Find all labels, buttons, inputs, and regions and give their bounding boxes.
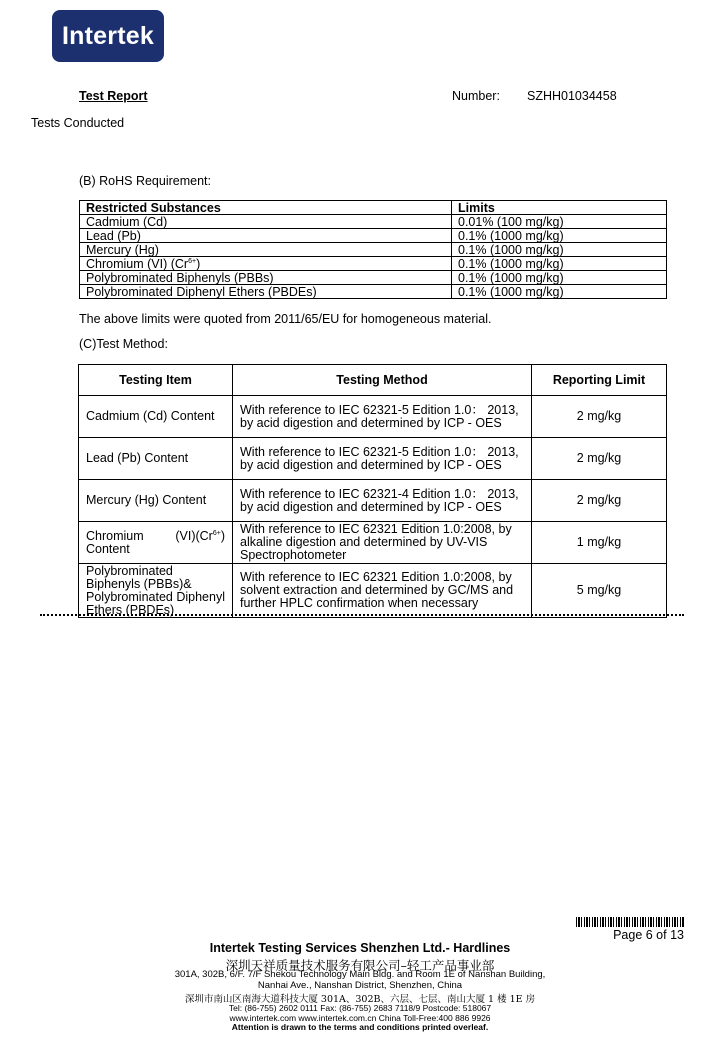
limit-cell: 0.1% (1000 mg/kg) [452, 271, 667, 285]
table-row [80, 229, 667, 243]
item-line-2: Content [86, 541, 130, 556]
table-row [80, 271, 667, 285]
footer-address-line-2: Nanhai Ave., Nanshan District, Shenzhen, China [257, 980, 463, 991]
reporting-limit-cell: 1 mg/kg [532, 522, 667, 564]
substance-cell: Polybrominated Biphenyls (PBBs) [80, 271, 452, 285]
rohs-limits-table [79, 200, 667, 299]
limits-source-note: The above limits were quoted from 2011/65/EU for homogeneous material. [79, 312, 492, 326]
testing-method-cell: With reference to IEC 62321 Edition 1.0:2008, by alkaline digestion and determined by UV-VIS Spectrophotometer [233, 522, 532, 564]
item-species-text: (VI)(Cr [175, 528, 213, 543]
limit-cell: 0.1% (1000 mg/kg) [452, 229, 667, 243]
limit-cell: 0.1% (1000 mg/kg) [452, 257, 667, 271]
table-row [80, 257, 667, 271]
table-row [80, 243, 667, 257]
table-row [80, 215, 667, 229]
reporting-limit-cell: 2 mg/kg [532, 396, 667, 438]
limit-cell: 0.1% (1000 mg/kg) [452, 243, 667, 257]
footer-contact: Tel: (86-755) 2602 0111 Fax: (86-755) 2683 7118/9 Postcode: 518067 [228, 1003, 492, 1013]
testing-method-cell: With reference to IEC 62321-5 Edition 1.0： 2013, by acid digestion and determined by ICP - OES [233, 438, 532, 480]
table-row [79, 396, 667, 438]
limit-cell: 0.1% (1000 mg/kg) [452, 285, 667, 299]
substance-cell: Lead (Pb) [80, 229, 452, 243]
testing-method-cell: With reference to IEC 62321 Edition 1.0:2008, by solvent extraction and determined by GC/MS and further HPLC confirmation when necessary [233, 564, 532, 618]
header-limits: Limits [452, 201, 667, 215]
reporting-limit-cell: 2 mg/kg [532, 480, 667, 522]
testing-method-cell: With reference to IEC 62321-4 Edition 1.0： 2013, by acid digestion and determined by ICP - OES [233, 480, 532, 522]
test-method-title: (C)Test Method: [79, 337, 168, 351]
header-testing-method: Testing Method [233, 365, 532, 396]
testing-item-cell: Polybrominated Biphenyls (PBBs)& Polybrominated Diphenyl Ethers (PBDEs) [79, 564, 233, 618]
superscript-charge: 6+ [188, 257, 197, 265]
table-header-row [80, 201, 667, 215]
superscript-charge: 6+ [212, 529, 221, 537]
item-species-suffix: ) [220, 528, 225, 543]
substance-cell: Cadmium (Cd) [80, 215, 452, 229]
substance-cell: Mercury (Hg) [80, 243, 452, 257]
footer-address-line-1: 301A, 302B, 6/F. 7/F Shekou Technology Main Bldg. and Room 1E of Nanshan Building, [174, 969, 546, 980]
table-row [79, 438, 667, 480]
header-restricted-substances: Restricted Substances [80, 201, 452, 215]
footer-website: www.intertek.com www.intertek.com.cn China Toll-Free:400 886 9926 [229, 1013, 491, 1023]
reporting-limit-cell: 2 mg/kg [532, 438, 667, 480]
testing-item-cell [79, 522, 233, 564]
intertek-logo [52, 10, 164, 62]
item-text: Chromium [86, 528, 144, 543]
reporting-limit-cell: 5 mg/kg [532, 564, 667, 618]
rohs-section-title: (B) RoHS Requirement: [79, 174, 211, 188]
report-title: Test Report [79, 89, 148, 103]
testing-item-cell: Mercury (Hg) Content [79, 480, 233, 522]
substance-cell: Polybrominated Diphenyl Ethers (PBDEs) [80, 285, 452, 299]
testing-item-cell: Cadmium (Cd) Content [79, 396, 233, 438]
section-tests-conducted: Tests Conducted [31, 116, 125, 130]
testing-method-cell: With reference to IEC 62321-5 Edition 1.0： 2013, by acid digestion and determined by ICP - OES [233, 396, 532, 438]
report-number-label: Number: [452, 89, 500, 103]
footer-company: Intertek Testing Services Shenzhen Ltd.- Hardlines [209, 941, 511, 955]
footer-address-cn: 深圳市南山区南海大道科技大厦 301A、302B、六层、七层、南山大厦 1 楼 1E 房 [184, 994, 536, 1005]
asterisk-divider [40, 614, 684, 624]
table-row [80, 285, 667, 299]
table-row [79, 564, 667, 618]
substance-suffix: ) [196, 256, 201, 271]
header-reporting-limit: Reporting Limit [532, 365, 667, 396]
footer-company-cn: 深圳天祥质量技术服务有限公司–轻工产品事业部 [225, 958, 495, 973]
table-row [79, 522, 667, 564]
page-number: Page 6 of 13 [613, 928, 684, 942]
report-number-value: SZHH01034458 [527, 89, 617, 103]
test-method-table [78, 364, 667, 618]
testing-item-cell: Lead (Pb) Content [79, 438, 233, 480]
substance-text: Chromium (VI) (Cr [86, 256, 189, 271]
item-species [175, 530, 225, 543]
table-row [79, 480, 667, 522]
logo-text: Intertek [62, 21, 154, 50]
footer-attention: Attention is drawn to the terms and conditions printed overleaf. [231, 1022, 489, 1032]
chromium-item-line [86, 530, 225, 543]
table-header-row [79, 365, 667, 396]
header-testing-item: Testing Item [79, 365, 233, 396]
limit-cell: 0.01% (100 mg/kg) [452, 215, 667, 229]
barcode [576, 917, 684, 927]
substance-cell [80, 257, 452, 271]
